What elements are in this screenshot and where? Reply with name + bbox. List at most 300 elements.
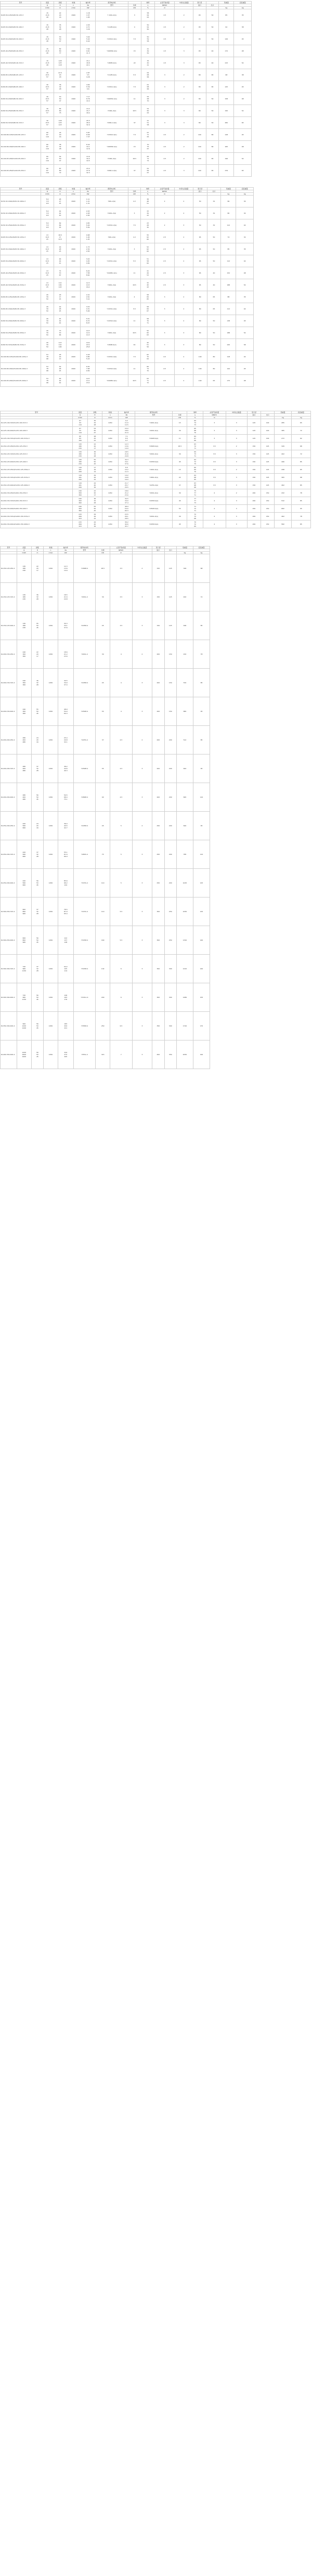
spec-cell: 200 [164, 840, 176, 869]
model-cell: DL65-50-125/DL65-50-125-3 [1, 9, 41, 21]
cell-value: 72 [194, 523, 197, 525]
cell-value: 55 [147, 234, 149, 236]
spec-cell: 85 [193, 726, 210, 754]
cell-value: 960 [22, 941, 26, 943]
cell-value: 45 [36, 884, 38, 886]
spec-cell [17, 955, 31, 983]
cell-value: 32 [59, 26, 61, 28]
spec-cell: Y160M1-2(A) [96, 93, 128, 105]
spec-cell: 300 [152, 955, 164, 983]
table-row [1, 141, 252, 153]
spec-cell [73, 474, 87, 482]
model-cell: DL150-125-250/DL150-125-250-3 [1, 443, 73, 450]
column-subheader: H [54, 4, 67, 7]
cell-value: 32 [36, 682, 38, 684]
spec-cell: 3 [132, 897, 152, 926]
cell-value: 27 [59, 200, 61, 202]
spec-cell: 3.5 [110, 583, 133, 612]
spec-cell [141, 375, 155, 387]
cell-value: 21.8 [45, 38, 49, 40]
spec-cell [118, 435, 135, 443]
cell-value: 119 [79, 424, 82, 426]
table-row [1, 983, 210, 1012]
spec-cell [54, 153, 67, 165]
model-cell: DL150-125-315-4 [1, 583, 17, 612]
spec-cell [73, 489, 87, 497]
spec-cell: 72 [193, 583, 210, 612]
cell-value: 240 [79, 490, 82, 492]
cell-value: 18.4 [86, 112, 90, 114]
column-unit: r/min [102, 417, 119, 419]
spec-cell: Y100L-2(A) [96, 291, 128, 303]
cell-value: 36 [94, 486, 96, 488]
cell-value: 112 [58, 282, 62, 284]
cell-value: 17 [59, 296, 61, 298]
spec-cell: 11 [128, 93, 141, 105]
cell-value: 32.9 [86, 124, 90, 126]
cell-value: 110 [46, 160, 49, 162]
cell-value: 78 [46, 368, 48, 370]
cell-value: 84 [59, 108, 61, 110]
cell-value: 68 [194, 430, 197, 432]
spec-cell: 42 [236, 219, 254, 231]
spec-cell: 65 [234, 117, 252, 129]
cell-value: 39 [46, 320, 48, 322]
cell-value: 28 [59, 198, 61, 200]
spec-cell: 350 [164, 1040, 176, 1069]
column-header: 效率 [141, 188, 155, 190]
spec-cell: 78 [291, 489, 310, 497]
spec-cell [87, 435, 102, 443]
cell-value: 38.2 [63, 765, 68, 767]
table-row [1, 231, 254, 243]
cell-value: 67 [147, 310, 149, 312]
cell-value: 60 [147, 332, 149, 334]
spec-cell [54, 141, 67, 153]
cell-value: 10.4 [86, 100, 90, 102]
spec-cell [58, 754, 73, 783]
spec-cell: Y315L1-4 [73, 983, 96, 1012]
column-unit: m3/h [41, 7, 54, 9]
cell-value: 53 [147, 274, 149, 276]
column-subheader: 功率 [96, 549, 110, 552]
cell-value: 50 [147, 36, 149, 38]
cell-value: 36 [94, 451, 96, 453]
spec-cell: 532 [275, 497, 292, 505]
spec-cell: 100 [261, 427, 275, 435]
cell-value: 116 [79, 474, 82, 476]
spec-cell: 18.5 [128, 375, 141, 387]
spec-cell: 4.5 [155, 141, 175, 153]
cell-value: 480 [22, 741, 26, 743]
cell-value: 37.6 [125, 463, 128, 465]
cell-value: 19.5 [86, 160, 90, 162]
spec-cell: 45 [96, 812, 110, 840]
cell-value: 9.8 [46, 202, 49, 204]
spec-cell [141, 81, 155, 93]
table-row [1, 291, 254, 303]
table-row [1, 513, 311, 521]
cell-value: 23.5 [125, 513, 128, 515]
spec-cell [17, 612, 31, 640]
spec-cell [81, 207, 96, 219]
spec-cell [41, 105, 54, 117]
cell-value: 28 [46, 64, 48, 66]
spec-cell: 7.5 [128, 351, 141, 363]
spec-cell [141, 315, 155, 327]
cell-value: 36 [36, 594, 38, 596]
spec-cell [81, 105, 96, 117]
cell-value: 15 [59, 298, 61, 300]
model-cell: DL100-80-125/DL100-80-125-3 [1, 129, 41, 141]
spec-cell [54, 21, 67, 33]
spec-cell: 80 [193, 105, 206, 117]
spec-cell [54, 291, 67, 303]
spec-cell: 1450 [44, 726, 58, 754]
spec-cell [81, 81, 96, 93]
spec-cell: 285 [275, 419, 292, 427]
spec-cell: 1450 [102, 482, 119, 489]
cell-value: 12.5 [125, 424, 128, 426]
cell-value: 15 [46, 48, 48, 50]
spec-cell: 40 [206, 45, 219, 57]
cell-value: 37.4 [125, 502, 128, 504]
spec-cell [41, 141, 54, 153]
spec-cell [41, 231, 54, 243]
spec-cell: 4 [203, 489, 226, 497]
spec-cell [81, 351, 96, 363]
cell-value: 8.42 [86, 144, 90, 146]
spec-cell [187, 419, 203, 427]
spec-cell: 3 [155, 327, 175, 339]
table-row [1, 255, 254, 267]
spec-cell [31, 583, 43, 612]
spec-cell [41, 33, 54, 45]
spec-cell [31, 812, 43, 840]
cell-value: 59.5 [63, 794, 68, 796]
spec-cell: 1450 [102, 435, 119, 443]
cell-value: 180 [79, 445, 82, 447]
cell-value: 206 [79, 478, 82, 480]
spec-cell [118, 474, 135, 482]
spec-cell: Y160M-4(A) [135, 435, 173, 443]
table2-section [0, 187, 312, 387]
cell-value: 25 [94, 437, 96, 439]
spec-cell [87, 427, 102, 435]
cell-value: 128 [58, 120, 62, 122]
table4-header [1, 547, 210, 554]
spec-cell: 2900 [67, 279, 81, 291]
cell-value: 14.3 [86, 334, 90, 336]
spec-cell [31, 840, 43, 869]
model-cell: DL50-32-250A/DL50-32-250A-3 [1, 219, 41, 231]
spec-cell [54, 267, 67, 279]
spec-cell: 100 [193, 165, 206, 177]
spec-cell [41, 207, 54, 219]
cell-value: 110 [46, 148, 49, 150]
spec-cell: 18.5 [128, 327, 141, 339]
cell-value: 4.82 [86, 84, 90, 86]
cell-value: 12.3 [63, 565, 68, 567]
cell-value: 5.04 [86, 224, 90, 226]
spec-cell: 3 [175, 117, 193, 129]
cell-value: 7.1 [125, 435, 128, 437]
spec-cell [81, 315, 96, 327]
spec-cell: 2 [226, 443, 247, 450]
cell-value: 60 [46, 132, 48, 134]
spec-cell [141, 21, 155, 33]
spec-cell: 5.5 [128, 255, 141, 267]
cell-value: 15.5 [86, 382, 90, 384]
spec-cell: 95 [291, 505, 310, 513]
column-unit: m3/h [73, 417, 87, 419]
spec-cell [81, 255, 96, 267]
spec-cell: 4 [128, 291, 141, 303]
spec-cell [41, 57, 54, 69]
spec-cell: 100 [261, 435, 275, 443]
column-header: 底座重量 [193, 547, 210, 549]
spec-cell [54, 231, 67, 243]
cell-value: 30.5 [63, 680, 68, 682]
cell-value: 47 [59, 100, 61, 102]
spec-cell: 2900 [67, 196, 81, 207]
cell-value: 19.5 [45, 236, 49, 238]
cell-value: 240 [22, 680, 26, 682]
cell-value: 44.6 [63, 767, 68, 770]
cell-value: 323 [79, 525, 82, 527]
spec-cell: 4 [203, 513, 226, 521]
cell-value: 122 [64, 937, 68, 939]
table-row [1, 351, 254, 363]
table-row [1, 812, 210, 840]
cell-value: 71 [194, 447, 197, 449]
spec-cell: 315 [96, 1040, 110, 1069]
cell-value: 4.18 [86, 354, 90, 356]
cell-value: 28 [46, 28, 48, 30]
spec-cell [54, 165, 67, 177]
spec-cell: 4 [203, 497, 226, 505]
column-unit: r/min [67, 7, 81, 9]
model-cell: DL100-80-160A/DL100-80-160A-3 [1, 363, 41, 375]
spec-cell: 75 [96, 840, 110, 869]
spec-cell: 2 [175, 9, 193, 21]
spec-cell: 65 [207, 291, 221, 303]
spec-cell: 112 [221, 303, 236, 315]
spec-cell: 18.5 [96, 554, 110, 583]
cell-value: 28 [36, 970, 38, 972]
cell-value: 20 [94, 445, 96, 447]
cell-value: 18.5 [125, 451, 128, 453]
cell-value: 560 [22, 853, 26, 855]
spec-cell [58, 1040, 73, 1069]
cell-value: 28 [46, 52, 48, 54]
spec-cell: 125 [164, 612, 176, 640]
spec-cell [187, 513, 203, 521]
spec-cell: 1450 [44, 640, 58, 669]
column-header: 型号 [1, 188, 41, 190]
spec-cell: 7.5 [128, 129, 141, 141]
cell-value: 13.6 [125, 445, 128, 447]
spec-cell: 65 [193, 231, 207, 243]
spec-cell: 175 [221, 375, 236, 387]
cell-value: 26 [46, 318, 48, 320]
spec-cell: 3.5 [203, 482, 226, 489]
spec-cell: 1450 [44, 554, 58, 583]
cell-value: 47 [59, 40, 61, 42]
cell-value: 104 [64, 884, 68, 886]
spec-cell: 158 [219, 93, 234, 105]
model-cell: DL200-150-400/DL200-150-400-3 [1, 505, 73, 513]
cell-value: 69 [194, 525, 197, 527]
model-cell: DL125-100-315A/DL125-100-315A-3 [1, 435, 73, 443]
spec-cell [54, 81, 67, 93]
cell-value: 28 [46, 16, 48, 18]
spec-cell: 150 [164, 669, 176, 697]
cell-value: 22 [59, 12, 61, 14]
spec-cell: Y90L-2(A) [96, 231, 128, 243]
cell-value: 3.5 [86, 74, 89, 76]
spec-cell: 200 [152, 669, 164, 697]
spec-cell [41, 45, 54, 57]
cell-value: 16 [36, 827, 38, 829]
spec-cell: Y200L1-2(A) [96, 117, 128, 129]
spec-cell: 2.5 [155, 33, 175, 45]
spec-cell: 3 [226, 505, 247, 513]
column-header: 底座重量 [234, 2, 252, 4]
cell-value: 32 [94, 453, 96, 455]
column-subheader: 型号 [96, 190, 128, 193]
spec-cell: 7.5 [128, 219, 141, 231]
spec-cell [118, 513, 135, 521]
cell-value: 80 [59, 110, 61, 112]
cell-value: 110 [58, 344, 62, 346]
model-cell: DL125-100-400/DL125-100-400-3 [1, 427, 73, 435]
cell-value: 87 [59, 167, 61, 170]
cell-value: 70 [194, 471, 197, 473]
cell-value: 64 [147, 14, 149, 16]
spec-cell: 65 [193, 279, 207, 291]
spec-cell: 65 [291, 466, 310, 474]
cell-value: 35 [59, 24, 61, 26]
cell-value: 7.17 [86, 96, 90, 98]
spec-cell [81, 327, 96, 339]
cell-value: 12.4 [86, 332, 90, 334]
spec-cell: 40 [206, 57, 219, 69]
cell-value: 13 [46, 270, 48, 272]
spec-cell: 3.5 [203, 458, 226, 466]
spec-cell: 100 [193, 375, 207, 387]
cell-value: 40 [147, 342, 149, 344]
table4-section [0, 546, 312, 1069]
cell-value: 42 [59, 212, 61, 214]
spec-cell: 3 [175, 327, 193, 339]
spec-cell [141, 57, 155, 69]
table-row [1, 435, 311, 443]
spec-cell: 2 [175, 363, 193, 375]
spec-cell: 2900 [67, 219, 81, 231]
column-unit: kg [221, 193, 236, 196]
spec-cell [118, 427, 135, 435]
cell-value: 18.5 [63, 594, 68, 596]
cell-value: 106 [58, 346, 62, 348]
spec-cell: 52 [234, 57, 252, 69]
cell-value: 72 [194, 445, 197, 447]
spec-cell: 188 [221, 279, 236, 291]
table2-body [1, 196, 254, 387]
cell-value: 54 [59, 155, 61, 158]
cell-value: 78.5 [63, 908, 68, 910]
column-subheader: NPSHr [203, 414, 226, 417]
cell-value: 87 [46, 170, 48, 172]
model-cell: DL50-32-200A/DL50-32-200A-3 [1, 207, 41, 219]
spec-cell: 3 [203, 427, 226, 435]
cell-value: 360 [22, 655, 26, 657]
cell-value: 19.5 [45, 248, 49, 250]
spec-cell: 1450 [44, 583, 58, 612]
cell-value: 660 [22, 855, 26, 857]
cell-value: 45 [94, 463, 96, 465]
cell-value: 300 [22, 653, 26, 655]
cell-value: 75 [194, 490, 197, 492]
spec-cell: 200 [247, 505, 261, 513]
spec-cell: 52 [236, 327, 254, 339]
cell-value: 23.6 [125, 494, 128, 496]
column-header: 流量 [73, 411, 87, 414]
cell-value: 1900 [22, 1056, 27, 1058]
spec-cell [58, 726, 73, 754]
cell-value: 35 [147, 60, 149, 62]
cell-value: 20 [59, 134, 61, 136]
cell-value: 25 [59, 310, 61, 312]
model-cell: DL200-150-400A/DL200-150-400A-3 [1, 521, 73, 528]
spec-cell: 200 [164, 869, 176, 897]
column-unit: kg [234, 7, 252, 9]
spec-cell: 2900 [67, 231, 81, 243]
cell-value: 116 [79, 482, 82, 484]
column-subheader: 功率 [173, 414, 187, 417]
spec-cell: 402 [275, 450, 292, 458]
cell-value: 44 [94, 521, 96, 523]
cell-value: 50 [94, 461, 96, 463]
spec-cell: 432 [176, 640, 193, 669]
spec-cell [58, 783, 73, 812]
spec-cell: 150 [152, 583, 164, 612]
spec-cell [81, 231, 96, 243]
spec-cell: 2 [175, 255, 193, 267]
column-subheader: Q [17, 549, 31, 552]
spec-cell: 2900 [67, 351, 81, 363]
spec-cell: 65 [206, 69, 219, 81]
spec-cell: 2900 [67, 21, 81, 33]
spec-cell: 52 [236, 279, 254, 291]
spec-cell [17, 783, 31, 812]
cell-value: 4.31 [86, 308, 90, 310]
spec-cell: 42 [236, 303, 254, 315]
column-header: 轴功率 [58, 547, 73, 549]
spec-cell: 200 [247, 489, 261, 497]
spec-cell: 1450 [102, 466, 119, 474]
column-subheader: NPSHr [155, 4, 175, 7]
column-unit: kW [96, 552, 110, 554]
spec-cell: 3 [203, 419, 226, 427]
cell-value: 10.3 [86, 330, 90, 332]
cell-value: 69 [147, 170, 149, 172]
cell-value: 34.1 [63, 625, 68, 627]
cell-value: 1.21 [86, 200, 90, 202]
spec-cell: 45 [96, 612, 110, 640]
spec-cell: 1450 [44, 926, 58, 955]
spec-cell: 3 [226, 450, 247, 458]
